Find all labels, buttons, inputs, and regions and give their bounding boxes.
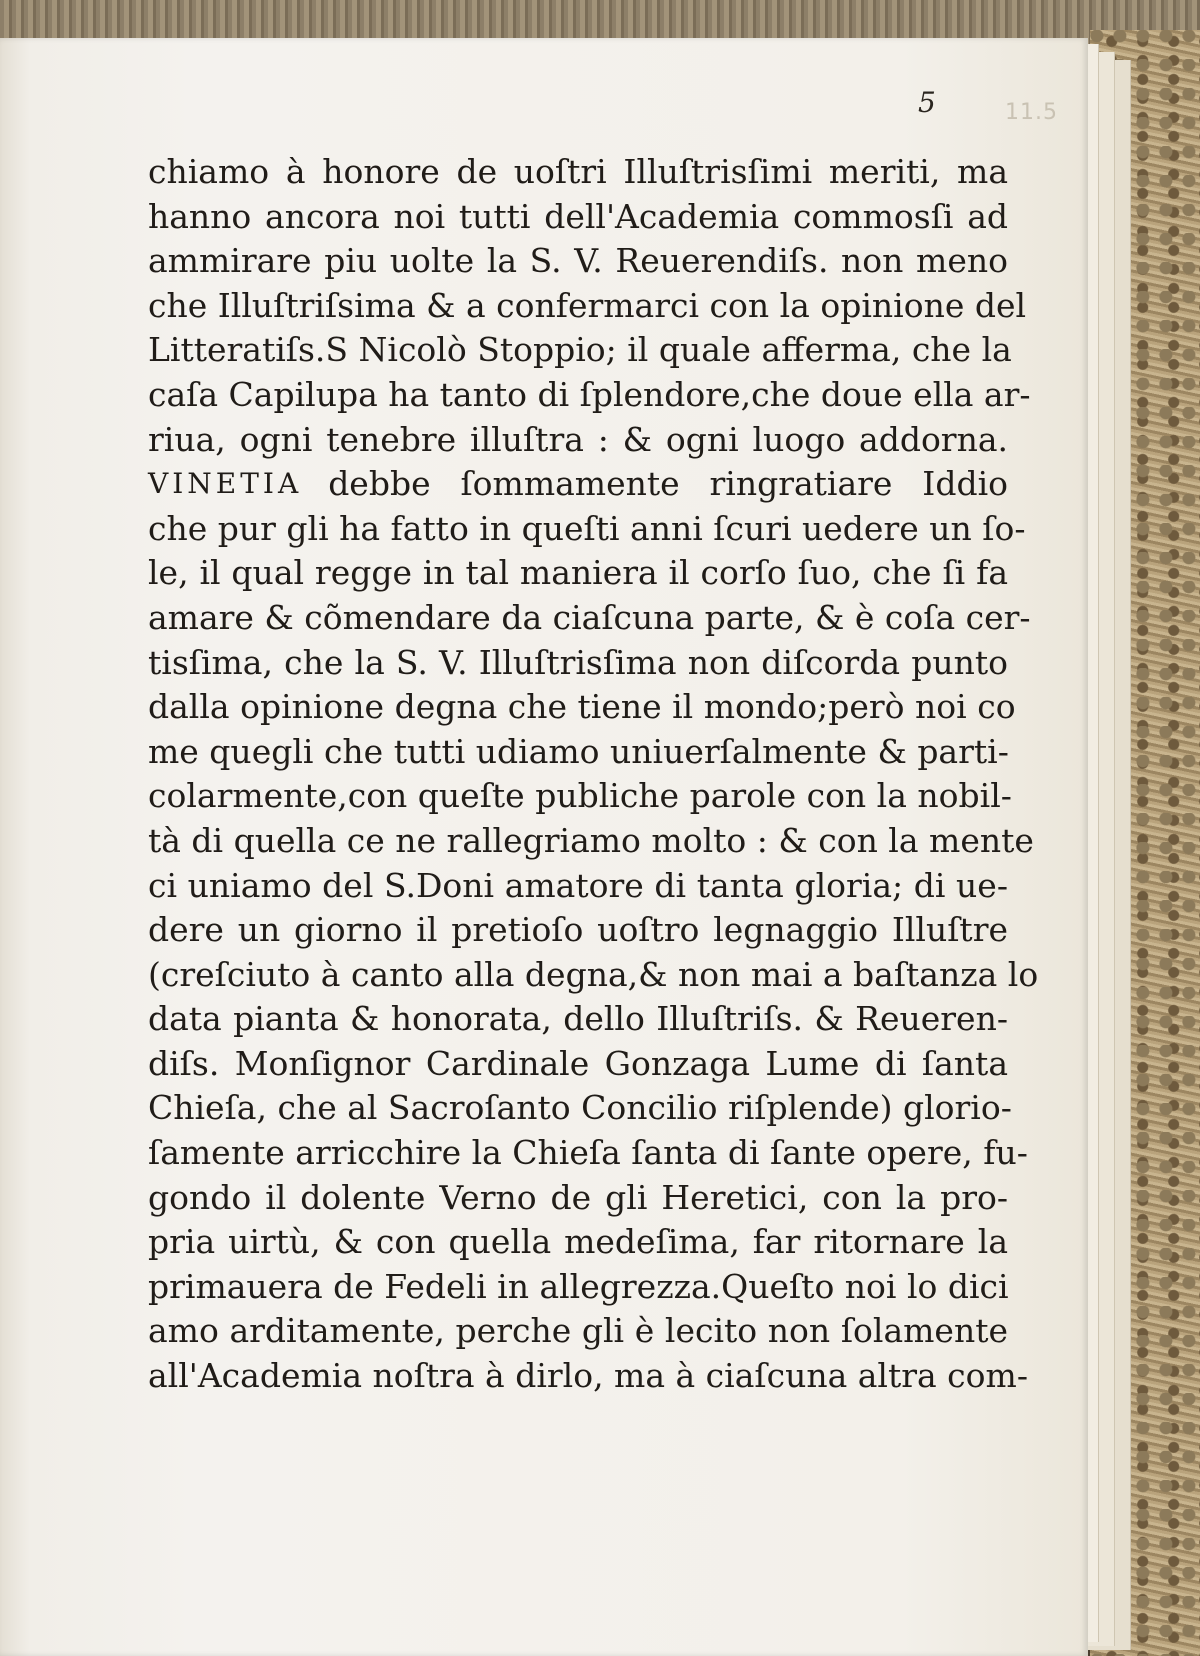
text-line: diſs. Monſignor Cardinale Gonzaga Lume di ſanta xyxy=(148,1043,1008,1083)
text-line: riua, ogni tenebre illuſtra : & ogni luogo addorna. xyxy=(148,419,1008,459)
text-line: tisſima, che la S. V. Illuſtrisſima non diſcorda punto xyxy=(148,642,1008,682)
text-line: amo arditamente, perche gli è lecito non ſolamente xyxy=(148,1311,1008,1351)
vinetia-small-caps: VINETIA xyxy=(148,467,303,501)
text-line: all'Academia noſtra à dirlo, ma à ciaſcuna altra com- xyxy=(148,1356,1028,1396)
text-line: gondo il dolente Verno de gli Heretici, con la pro- xyxy=(148,1177,1008,1217)
text-line: Litteratiſs.S Nicolò Stoppio; il quale afferma, che la xyxy=(148,330,1012,370)
text-line: me quegli che tutti udiamo uniuerſalmente & parti- xyxy=(148,731,1009,771)
text-line: pria uirtù, & con quella medeſima, far ritornare la xyxy=(148,1222,1008,1262)
text-line: caſa Capilupa ha tanto di ſplendore,che doue ella ar- xyxy=(148,374,1031,414)
text-line: ci uniamo del S.Doni amatore di tanta gloria; di ue- xyxy=(148,865,1008,905)
text-line: Chieſa, che al Sacroſanto Concilio riſplende) glorio- xyxy=(148,1088,1012,1128)
text-line: amare & cõmendare da ciaſcuna parte, & è coſa cer- xyxy=(148,597,1031,637)
text-line: le, il qual regge in tal maniera il corſo ſuo, che ſi fa xyxy=(148,553,1008,593)
text-line: tà di quella ce ne rallegriamo molto : & con la mente xyxy=(148,820,1034,860)
pencil-annotation: 11.5 xyxy=(1005,100,1058,125)
text-line: dalla opinione degna che tiene il mondo;però noi co xyxy=(148,687,1016,727)
text-line: ammirare piu uolte la S. V. Reuerendiſs. non meno xyxy=(148,241,1008,281)
text-line: data pianta & honorata, dello Illuſtriſs. & Reueren- xyxy=(148,999,1008,1039)
text-line: chiamo à honore de uoſtri Illuſtrisſimi meriti, ma xyxy=(148,152,1008,191)
text-line: primauera de Fedeli in allegrezza.Queſto noi lo dici xyxy=(148,1266,1009,1306)
text-line: hanno ancora noi tutti dell'Academia commosſi ad xyxy=(148,196,1008,236)
text-line: che Illuſtriſsima & a confermarci con la opinione del xyxy=(148,285,1027,325)
body-text xyxy=(148,150,1039,1399)
text-line: che pur gli ha fatto in queſti anni ſcuri uedere un ſo- xyxy=(148,508,1026,548)
text-line: (creſciuto à canto alla degna,& non mai a baſtanza lo xyxy=(148,954,1039,994)
text-line: ſamente arricchire la Chieſa ſanta di ſante opere, fu- xyxy=(148,1133,1028,1173)
text-line: colarmente,con queſte publiche parole con la nobil- xyxy=(148,776,1012,816)
text-line: VINETIA debbe ſommamente ringratiare Iddio xyxy=(148,462,1008,507)
folio-number: 5 xyxy=(918,86,936,119)
text-line: dere un giorno il pretioſo uoſtro legnaggio Illuſtre xyxy=(148,910,1008,950)
